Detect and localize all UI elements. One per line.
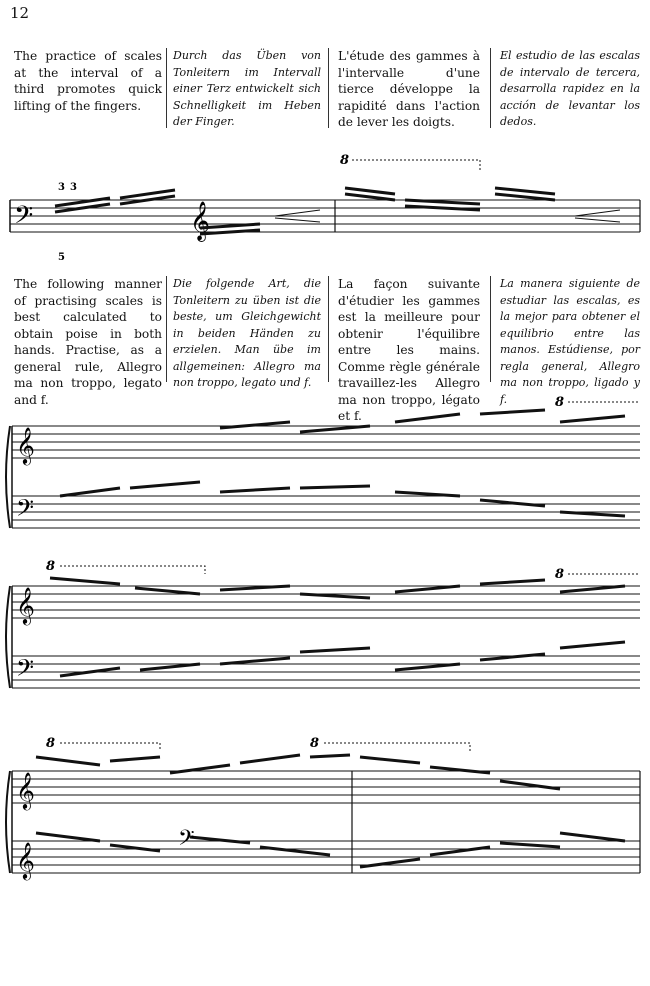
octave-mark: 8: [46, 559, 56, 574]
english-text-1: The practice of scales at the interval of a third promotes quick lifting of the fingers.: [14, 49, 162, 113]
spanish-text-2: La manera siguiente de estudiar las escalas, es la mejor para obtener el equilibrio entre las manos. Estúdiense, por regla general, Allegro ma non troppo, ligado y f.: [500, 277, 640, 406]
octave-mark: 8: [340, 153, 350, 168]
treble-clef-icon: 𝄞: [16, 586, 35, 624]
music-systems-grand: [0, 392, 650, 982]
column-divider: [490, 48, 491, 128]
fingering-numbers: [58, 182, 77, 263]
german-text-1: Durch das Üben von Tonleitern im Intervall einer Terz entwickelt sich Schnelligkeit im Heben der Finger.: [173, 49, 321, 128]
brace: [6, 586, 10, 688]
octave-line: [60, 566, 205, 574]
french-text-2: La façon suivante d'étudier les gammes est la meilleure pour obtenir l'équilibre entre les mains. Comme règle générale travaillez-les Allegro ma non troppo, légato et f.: [338, 277, 480, 423]
music-system-3: [6, 559, 640, 688]
column-divider: [328, 48, 329, 128]
music-system-4: [6, 736, 640, 880]
column-divider: [166, 276, 167, 382]
column-divider: [166, 48, 167, 128]
bass-clef-icon: 𝄢: [16, 494, 35, 527]
svg-text:3: 3: [70, 182, 77, 193]
bass-clef-icon: 𝄢: [178, 826, 195, 856]
english-text-2: The following manner of practising scales is best calculated to obtain poise in both hands. Practise, as a general rule, Allegro ma non troppo, legato and f.: [14, 277, 162, 407]
svg-text:5: 5: [58, 252, 65, 263]
octave-mark: 8: [46, 736, 56, 751]
octave-line: [324, 743, 470, 751]
treble-clef-icon: 𝄞: [16, 841, 35, 879]
bass-clef-icon: 𝄢: [16, 654, 35, 687]
treble-clef-icon: 𝄞: [190, 201, 211, 241]
spanish-text-1: El estudio de las escalas de intervalo de tercera, desarrolla rapidez en la acción de levantar los dedos.: [500, 49, 640, 128]
octave-mark: 8: [555, 567, 565, 582]
german-text-2: Die folgende Art, die Tonleitern zu üben ist die beste, um Gleichgewicht in beiden Händen zu erzielen. Man übe im allgemeinen: Allegro ma non troppo, legato und f.: [173, 277, 321, 389]
svg-text:3: 3: [58, 182, 65, 193]
octave-mark: 8: [310, 736, 320, 751]
beamed-notes: [55, 188, 555, 234]
page-number: 12: [10, 4, 30, 22]
octave-line: [60, 743, 160, 751]
music-system-1: [0, 150, 650, 275]
treble-clef-icon: 𝄞: [16, 771, 35, 809]
treble-clef-icon: 𝄞: [16, 426, 35, 464]
column-divider: [490, 276, 491, 382]
music-system-2: [6, 395, 640, 528]
brace: [6, 426, 10, 528]
french-text-1: L'étude des gammes à l'intervalle d'une tierce développe la rapidité dans l'action de lever les doigts.: [338, 49, 480, 129]
bass-clef-icon: 𝄢: [14, 201, 34, 236]
octave-line: [352, 160, 480, 170]
brace: [6, 771, 10, 873]
column-divider: [328, 276, 329, 382]
octave-mark: 8: [555, 395, 565, 410]
